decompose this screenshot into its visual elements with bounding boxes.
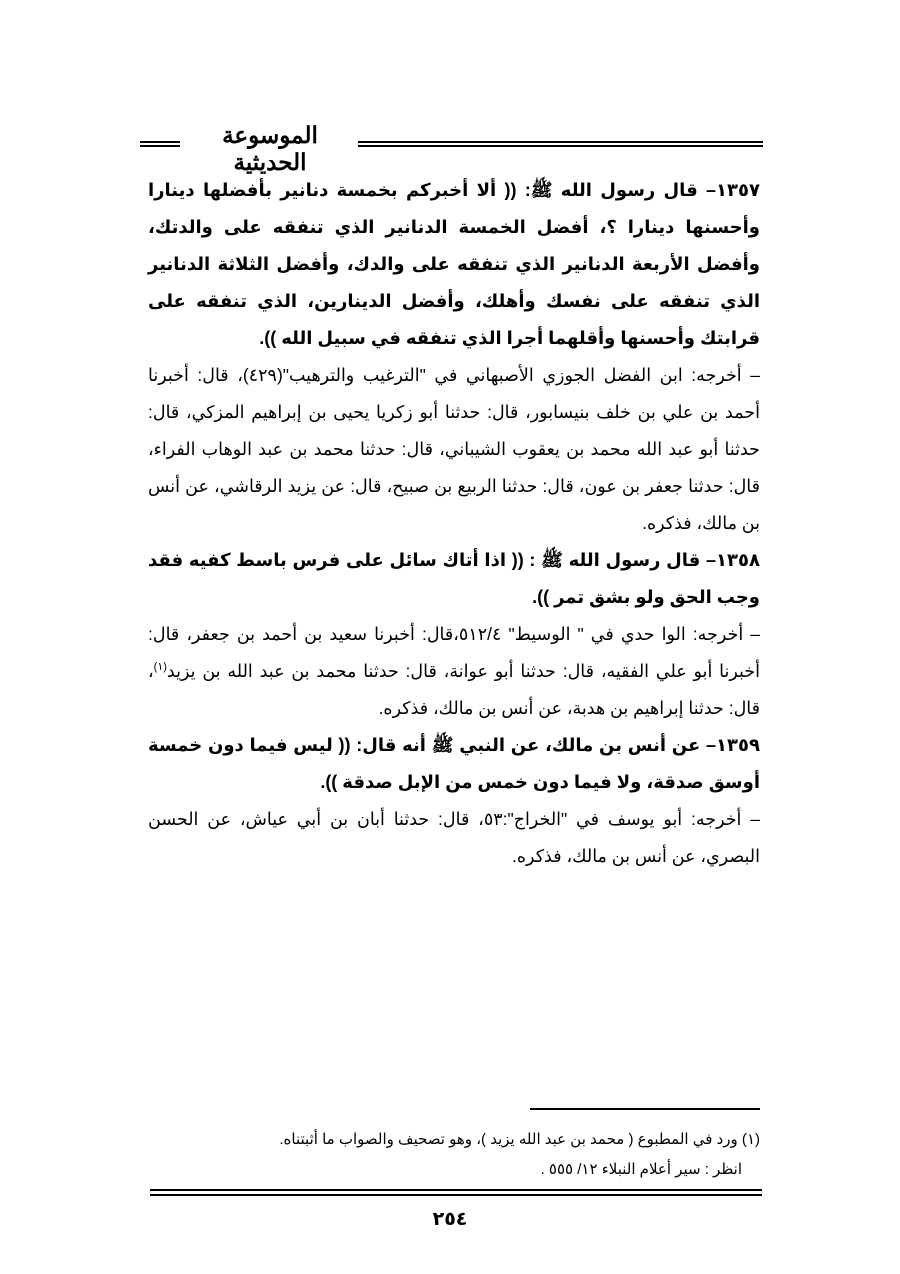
hadith-1357: ١٣٥٧– قال رسول الله ﷺ: (( ألا أخبركم بخمسة دنانير بأفضلها دينارا وأحسنها دينارا ؟، أفضل الخمسة الدنانير الذي تنفقه على والدتك، وأفضل الأربعة الدنانير الذي تنفقه على والدك، وأفضل الثلاثة الدنانير الذي تنفقه على نفسك وأهلك، وأفضل الدينارين، الذي تنفقه على قرابتك وأحسنها وأقلهما أجرا الذي تنفقه في سبيل الله )).: [148, 180, 760, 348]
takhrij-1358-part2: ، قال: حدثنا إبراهيم بن هدبة، عن أنس بن مالك، فذكره.: [148, 661, 760, 718]
hadith-1358: ١٣٥٨– قال رسول الله ﷺ : (( اذا أتاك سائل على فرس باسط كفيه فقد وجب الحق ولو بشق تمر )).: [148, 550, 760, 607]
footnote-marker[interactable]: (١): [153, 661, 167, 674]
header-rule-left-top: [140, 141, 180, 143]
hadith-1359: ١٣٥٩– عن أنس بن مالك، عن النبي ﷺ أنه قال: (( ليس فيما دون خمسة أوسق صدقة، ولا فيما دون خمس من الإبل صدقة )).: [148, 735, 760, 792]
body-text: [148, 172, 760, 875]
page-number: ٢٥٤: [432, 1209, 468, 1230]
takhrij-1358: [148, 616, 760, 727]
footnote-1-reference: انظر : سير أعلام النبلاء ١٢/ ٥٥٥ .: [540, 1161, 742, 1178]
bottom-rule-bottom: [150, 1194, 762, 1196]
footnote-1: (١) ورد في المطبوع ( محمد بن عبد الله يزيد )، وهو تصحيف والصواب ما أثبتناه.: [279, 1131, 760, 1148]
header-rule-left-bottom: [140, 145, 180, 147]
footnote-separator: [530, 1108, 760, 1110]
header-rule-right-top: [358, 141, 763, 143]
takhrij-1358-part1: – أخرجه: الوا حدي في " الوسيط" ٥١٢/٤،قال: أخبرنا سعيد بن أحمد بن جعفر، قال: أخبرنا أبو علي الفقيه، قال: حدثنا أبو عوانة، قال: حدثنا محمد بن عبد الله بن يزيد: [148, 624, 760, 681]
header-title: الموسوعة الحديثية: [222, 122, 318, 176]
header-rule-right-bottom: [358, 145, 763, 147]
bottom-rule-top: [150, 1189, 762, 1191]
takhrij-1359: – أخرجه: أبو يوسف في "الخراج":٥٣، قال: حدثنا أبان بن أبي عياش، عن الحسن البصري، عن أنس بن مالك، فذكره.: [148, 809, 760, 866]
takhrij-1357: – أخرجه: ابن الفضل الجوزي الأصبهاني في "الترغيب والترهيب"(٤٢٩)، قال: أخبرنا أحمد بن علي بن خلف بنيسابور، قال: حدثنا أبو زكريا يحيى بن إبراهيم المزكي، قال: حدثنا أبو عبد الله محمد بن يعقوب الشيباني، قال: حدثنا محمد بن عبد الوهاب الفراء، قال: حدثنا جعفر بن عون، قال: حدثنا الربيع بن صبيح، قال: عن يزيد الرقاشي، عن أنس بن مالك، فذكره.: [148, 365, 760, 533]
